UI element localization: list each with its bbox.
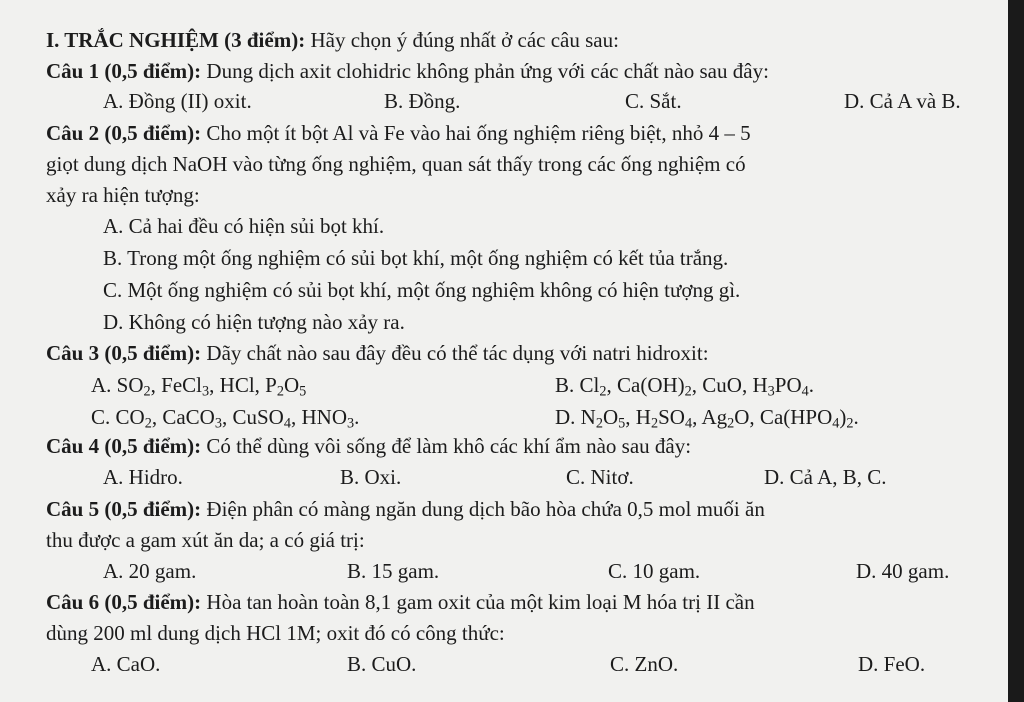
option-letter: D.: [555, 405, 576, 429]
question-1-stem: [46, 59, 769, 83]
section-title: I. TRẮC NGHIỆM (3 điểm):: [46, 28, 306, 52]
option-letter: A.: [91, 373, 112, 397]
question-3-stem: [46, 341, 709, 365]
option-letter: B.: [555, 373, 575, 397]
question-2-text-line-2: giọt dung dịch NaOH vào từng ống nghiệm, quan sát thấy trong các ống nghiệm có: [46, 152, 746, 176]
question-5-label: Câu 5 (0,5 điểm):: [46, 497, 202, 521]
question-3-label: Câu 3 (0,5 điểm):: [46, 341, 202, 365]
question-2-option-a[interactable]: A. Cả hai đều có hiện sủi bọt khí.: [103, 214, 385, 238]
question-5-text-line-2: thu được a gam xút ăn da; a có giá trị:: [46, 528, 365, 552]
question-4-stem: [46, 434, 691, 458]
question-5-text-line-1: Điện phân có màng ngăn dung dịch bão hòa chứa 0,5 mol muối ăn: [201, 497, 765, 521]
question-6-text-line-2: dùng 200 ml dung dịch HCl 1M; oxit đó có công thức:: [46, 621, 505, 645]
question-4-option-a[interactable]: A. Hidro.: [103, 465, 183, 489]
question-1-text: Dung dịch axit clohidric không phản ứng với các chất nào sau đây:: [201, 59, 769, 83]
question-6-option-b[interactable]: B. CuO.: [347, 652, 417, 676]
question-6-option-c[interactable]: C. ZnO.: [610, 652, 679, 676]
question-4-label: Câu 4 (0,5 điểm):: [46, 434, 202, 458]
question-6-option-a[interactable]: A. CaO.: [91, 652, 161, 676]
question-6-label: Câu 6 (0,5 điểm):: [46, 590, 202, 614]
question-6-stem: [46, 590, 755, 614]
question-5-option-b[interactable]: B. 15 gam.: [347, 559, 440, 583]
question-2-option-b[interactable]: B. Trong một ống nghiệm có sủi bọt khí, một ống nghiệm có kết tủa trắng.: [103, 246, 729, 270]
question-3-text: Dãy chất nào sau đây đều có thể tác dụng với natri hidroxit:: [201, 341, 709, 365]
question-6-text-line-1: Hòa tan hoàn toàn 8,1 gam oxit của một kim loại M hóa trị II cần: [201, 590, 755, 614]
formula: $N_2O_5$, $H_2SO_4$, $Ag_2O$, $Ca(HPO_4)_2$.: [580, 405, 859, 432]
question-5-option-c[interactable]: C. 10 gam.: [608, 559, 701, 583]
question-6-option-d[interactable]: D. FeO.: [858, 652, 926, 676]
question-2-label: Câu 2 (0,5 điểm):: [46, 121, 202, 145]
question-4-option-d[interactable]: D. Cả A, B, C.: [764, 465, 887, 489]
section-header: [46, 28, 619, 52]
formula: $Cl_2$, $Ca(OH)_2$, CuO, $H_3PO_4$.: [579, 373, 815, 400]
question-1-label: Câu 1 (0,5 điểm):: [46, 59, 202, 83]
question-2-option-c[interactable]: C. Một ống nghiệm có sủi bọt khí, một ống nghiệm không có hiện tượng gì.: [103, 278, 741, 302]
formula: $SO_2$, FeCl$_3$, HCl, $P_2O_5$: [116, 373, 307, 400]
question-3-option-b[interactable]: [555, 373, 815, 400]
question-1-option-b[interactable]: B. Đồng.: [384, 89, 461, 113]
question-3-option-c[interactable]: [91, 405, 360, 432]
question-3-option-a[interactable]: [91, 373, 307, 400]
question-5-option-d[interactable]: D. 40 gam.: [856, 559, 950, 583]
question-2-option-d[interactable]: D. Không có hiện tượng nào xảy ra.: [103, 310, 405, 334]
question-4-option-c[interactable]: C. Nitơ.: [566, 465, 634, 489]
option-letter: C.: [91, 405, 111, 429]
formula: $CO_2$, CaCO$_3$, CuSO$_4$, $HNO_3$.: [115, 405, 360, 432]
question-1-option-d[interactable]: D. Cả A và B.: [844, 89, 961, 113]
question-3-option-d[interactable]: [555, 405, 859, 432]
question-2-text-line-1: Cho một ít bột Al và Fe vào hai ống nghiệm riêng biệt, nhỏ 4 – 5: [201, 121, 751, 145]
question-1-option-c[interactable]: C. Sắt.: [625, 89, 682, 113]
question-1-option-a[interactable]: A. Đồng (II) oxit.: [103, 89, 252, 113]
section-instruction: Hãy chọn ý đúng nhất ở các câu sau:: [305, 28, 619, 52]
question-2-text-line-3: xảy ra hiện tượng:: [46, 183, 200, 207]
question-5-option-a[interactable]: A. 20 gam.: [103, 559, 197, 583]
question-2-stem: [46, 121, 751, 145]
question-4-option-b[interactable]: B. Oxi.: [340, 465, 402, 489]
question-5-stem: [46, 497, 765, 521]
question-4-text: Có thể dùng vôi sống để làm khô các khí ẩm nào sau đây:: [201, 434, 692, 458]
